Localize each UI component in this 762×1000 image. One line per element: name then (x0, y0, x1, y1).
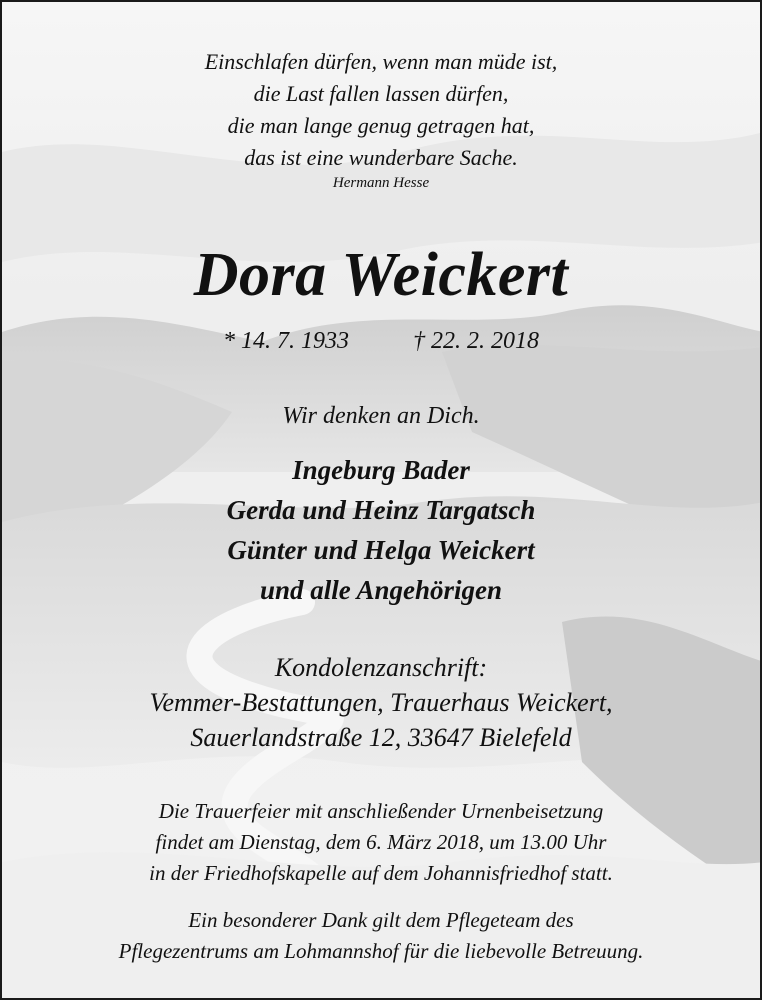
notice-text (2, 2, 760, 998)
thanks-line: Ein besonderer Dank gilt dem Pflegeteam des (188, 908, 574, 932)
life-dates (2, 328, 760, 355)
ceremony-line: in der Friedhofskapelle auf dem Johannisfriedhof statt. (149, 861, 613, 885)
thanks-line: Pflegezentrums am Lohmannshof für die liebevolle Betreuung. (118, 939, 644, 963)
mourner-name: Gerda und Heinz Targatsch (226, 495, 536, 525)
remembrance-line: Wir denken an Dich. (282, 403, 480, 429)
poem-line: das ist eine wunderbare Sache. (244, 145, 518, 170)
poem-line: die man lange genug getragen hat, (227, 113, 535, 138)
poem-author: Hermann Hesse (332, 175, 430, 191)
mourner-name: Ingeburg Bader (292, 455, 470, 485)
ceremony-line: findet am Dienstag, dem 6. März 2018, um 13.00 Uhr (155, 830, 607, 854)
mourner-name: und alle Angehörigen (259, 575, 503, 605)
poem-line: Einschlafen dürfen, wenn man müde ist, (204, 49, 558, 74)
condolence-heading: Kondolenzanschrift: (274, 653, 488, 682)
death-date: † 22. 2. 2018 (413, 328, 539, 354)
ceremony-line: Die Trauerfeier mit anschließender Urnenbeisetzung (158, 799, 604, 823)
deceased-name: Dora Weickert (193, 241, 569, 309)
condolence-address-line: Sauerlandstraße 12, 33647 Bielefeld (190, 723, 572, 752)
birth-date: * 14. 7. 1933 (223, 328, 349, 354)
mourner-name: Günter und Helga Weickert (227, 535, 535, 565)
condolence-address-line: Vemmer-Bestattungen, Trauerhaus Weickert, (149, 688, 613, 717)
poem-line: die Last fallen lassen dürfen, (253, 81, 509, 106)
